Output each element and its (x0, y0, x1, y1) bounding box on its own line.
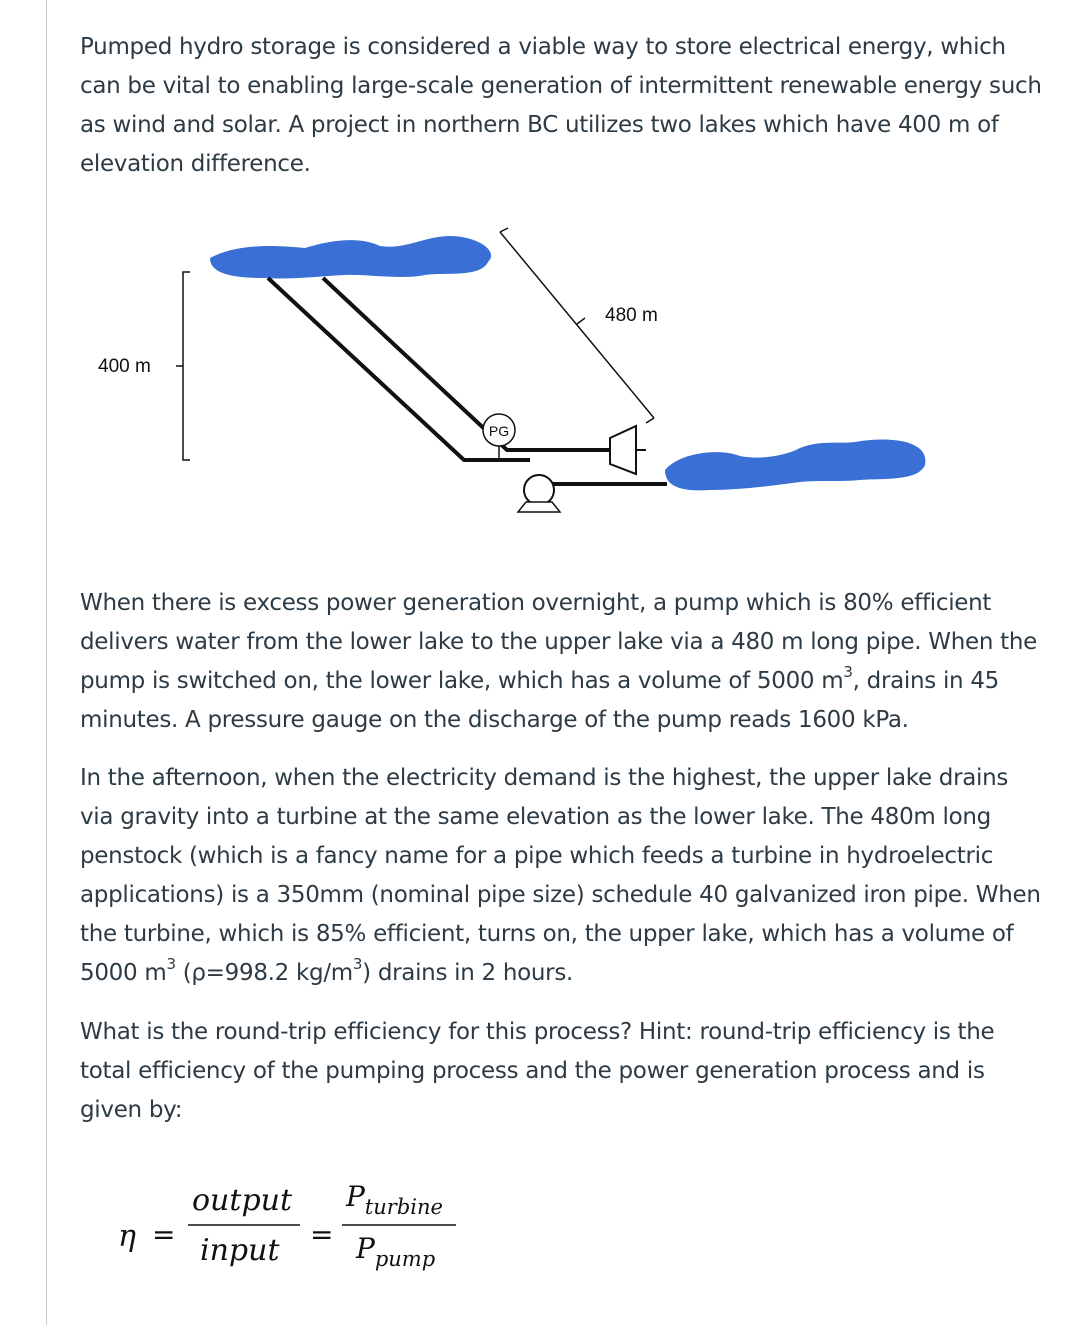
text-line: total efficiency of the pumping process and the power generation process and is (80, 1058, 985, 1084)
text-segment: ) drains in 2 hours. (362, 960, 574, 986)
text-line: elevation difference. (80, 151, 311, 177)
left-border-rule (46, 0, 47, 1325)
text-line (80, 662, 1055, 701)
efficiency-formula (110, 1170, 490, 1280)
superscript: 3 (352, 955, 363, 974)
length-label: 480 m (605, 305, 658, 326)
text-line: the turbine, which is 85% efficient, turns on, the upper lake, which has a volume of (80, 921, 1014, 947)
pumped-hydro-diagram (80, 220, 980, 530)
lower-lake (665, 440, 925, 491)
text-line: via gravity into a turbine at the same elevation as the lower lake. The 480m long (80, 804, 991, 830)
eta-symbol: η (118, 1219, 136, 1254)
intro-paragraph (80, 28, 1055, 184)
text-segment: , drains in 45 (852, 668, 1000, 694)
elevation-label: 400 m (98, 356, 151, 377)
text-line: In the afternoon, when the electricity demand is the highest, the upper lake drains (80, 765, 1009, 791)
text-segment: 5000 m (80, 960, 167, 986)
p-turbine: $P_{turbine}$ (346, 1180, 443, 1219)
numerator-output: output (192, 1183, 293, 1218)
text-line (80, 954, 1055, 993)
denominator-input: input (200, 1233, 280, 1268)
text-line: What is the round-trip efficiency for this process? Hint: round-trip efficiency is the (80, 1019, 995, 1045)
pump-symbol (524, 475, 554, 505)
equals-sign: = (152, 1218, 176, 1251)
text-line: can be vital to enabling large-scale generation of intermittent renewable energy such (80, 73, 1042, 99)
upper-lake (210, 236, 491, 279)
text-line: applications) is a 350mm (nominal pipe size) schedule 40 galvanized iron pipe. When (80, 882, 1041, 908)
text-line: minutes. A pressure gauge on the discharge of the pump reads 1600 kPa. (80, 707, 909, 733)
turbine-symbol (610, 426, 636, 474)
equals-sign: = (310, 1218, 334, 1251)
text-line: given by: (80, 1097, 183, 1123)
elevation-bracket (183, 272, 190, 460)
pump-paragraph (80, 584, 1055, 740)
p-pump: $P_{pump}$ (356, 1232, 436, 1271)
text-line: penstock (which is a fancy name for a pipe which feeds a turbine in hydroelectric (80, 843, 994, 869)
penstock-pipe (323, 278, 610, 450)
text-line: as wind and solar. A project in northern BC utilizes two lakes which have 400 m of (80, 112, 999, 138)
superscript: 3 (843, 663, 853, 682)
text-line: Pumped hydro storage is considered a viable way to store electrical energy, which (80, 34, 1006, 60)
text-line: When there is excess power generation overnight, a pump which is 80% efficient (80, 590, 992, 616)
gauge-label: PG (488, 423, 510, 439)
superscript: 3 (166, 955, 176, 974)
turbine-paragraph (80, 759, 1055, 993)
question-paragraph (80, 1013, 1055, 1130)
text-segment: (ρ=998.2 kg/m (175, 960, 353, 986)
text-segment: pump is switched on, the lower lake, which has a volume of 5000 m (80, 668, 844, 694)
text-line: delivers water from the lower lake to the upper lake via a 480 m long pipe. When the (80, 629, 1037, 655)
